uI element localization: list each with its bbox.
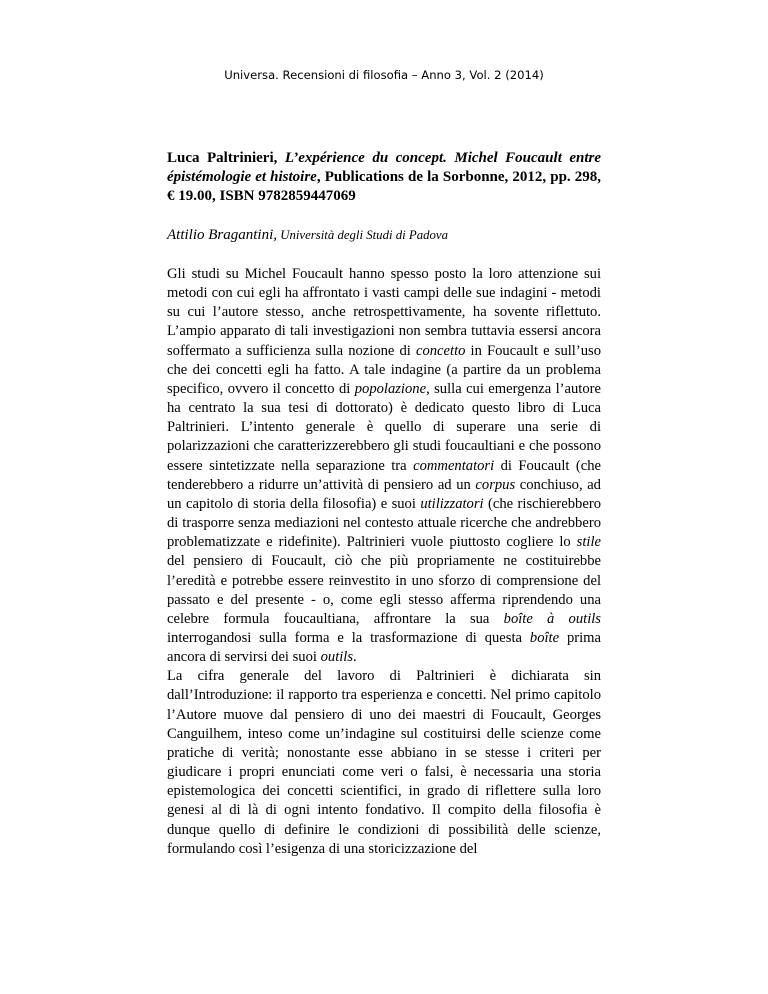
text-run: conchiuso, ad un capitolo di storia della filosofia) e suoi xyxy=(167,476,601,512)
emphasis: corpus xyxy=(475,476,516,493)
title-author: Luca Paltrinieri, xyxy=(167,150,285,166)
emphasis: concetto xyxy=(415,342,466,359)
review-title xyxy=(167,149,601,206)
reviewer-line xyxy=(167,226,601,245)
emphasis: stile xyxy=(576,534,601,551)
text-run: del pensiero di Foucault, ciò che più propriamente ne costituirebbe l’eredità e potrebbe essere reinvestito in uno sforzo di comprensione del passato e del presente - o, come egli stesso afferma riprendendo una celebre formula foucaultiana, affrontare la sua xyxy=(167,553,601,627)
emphasis: boîte à outils xyxy=(503,610,601,627)
text-run: Gli studi su Michel Foucault hanno spesso posto la loro attenzione sui metodi con cui egli ha affrontato i vasti campi delle sue indagini - metodi su cui l’autore stesso, anche retrospettivamente, ha sovente riflettuto. L’ampio apparato di tali investigazioni non sembra tuttavia essersi ancora soffermato a sufficienza sulla nozione di xyxy=(167,266,601,359)
text-run: di Foucault (che tenderebbero a ridurre un’attività di pensiero ad un xyxy=(167,457,602,493)
emphasis: outils xyxy=(320,649,354,666)
title-publication: , Publications de la Sorbonne, 2012, pp. 298, € 19.00, ISBN 9782859447069 xyxy=(167,169,602,204)
emphasis: utilizzatori xyxy=(420,495,484,512)
text-run: , sulla cui emergenza l’autore ha centrato la sua tesi di dottorato) è dedicato questo libro di Luca Paltrinieri. L’intento generale è quello di superare una serie di polarizzazioni che caratterizzerebbero gli studi foucaultiani e che possono essere sintetizzate nella separazione tra xyxy=(167,380,601,474)
review-content xyxy=(167,149,601,859)
paragraph-2: La cifra generale del lavoro di Paltrinieri è dichiarata sin dall’Introduzione: il rapporto tra esperienza e concetti. Nel primo capitolo l’Autore muove dal pensiero di uno dei maestri di Foucault, Georges Canguilhem, inteso come un’indagine sul costituirsi delle scienze come pratiche di verità; nonostante esse abbiano in se stesse i criteri per giudicare i propri enunciati come veri o falsi, è necessaria una storia epistemologica dei concetti scientifici, in grado di riflettere sulla loro genesi al di là di ogni intento fondativo. Il compito della filosofia è dunque quello di definire le condizioni di possibilità delle scienze, formulando così l’esigenza di una storicizzazione del xyxy=(167,668,601,857)
text-run: . xyxy=(353,649,357,666)
emphasis: popolazione xyxy=(354,380,427,397)
reviewer-name: Attilio Bragantini, xyxy=(167,227,278,243)
review-body xyxy=(167,265,601,859)
text-run: interrogandosi sulla forma e la trasformazione di questa xyxy=(167,629,530,646)
running-header: Universa. Recensioni di filosofia – Anno 3, Vol. 2 (2014) xyxy=(224,68,544,82)
text-run: (che rischierebbero di trasporre senza mediazioni nel contesto attuale ricerche che andrebbero problematizzate e ridefinite). Paltrinieri vuole piuttosto cogliere lo xyxy=(167,495,601,551)
reviewer-affiliation: Università degli Studi di Padova xyxy=(277,228,448,242)
text-run: in Foucault e sull’uso che dei concetti egli ha fatto. A tale indagine (a partire da un problema specifico, ovvero il concetto di xyxy=(167,342,601,397)
emphasis: commentatori xyxy=(413,457,495,474)
emphasis: boîte xyxy=(529,629,560,646)
paragraph-1 xyxy=(167,265,601,667)
text-run: prima ancora di servirsi dei suoi xyxy=(167,629,601,666)
title-book: L’expérience du concept. Michel Foucault entre épistémologie et histoire xyxy=(167,150,602,185)
